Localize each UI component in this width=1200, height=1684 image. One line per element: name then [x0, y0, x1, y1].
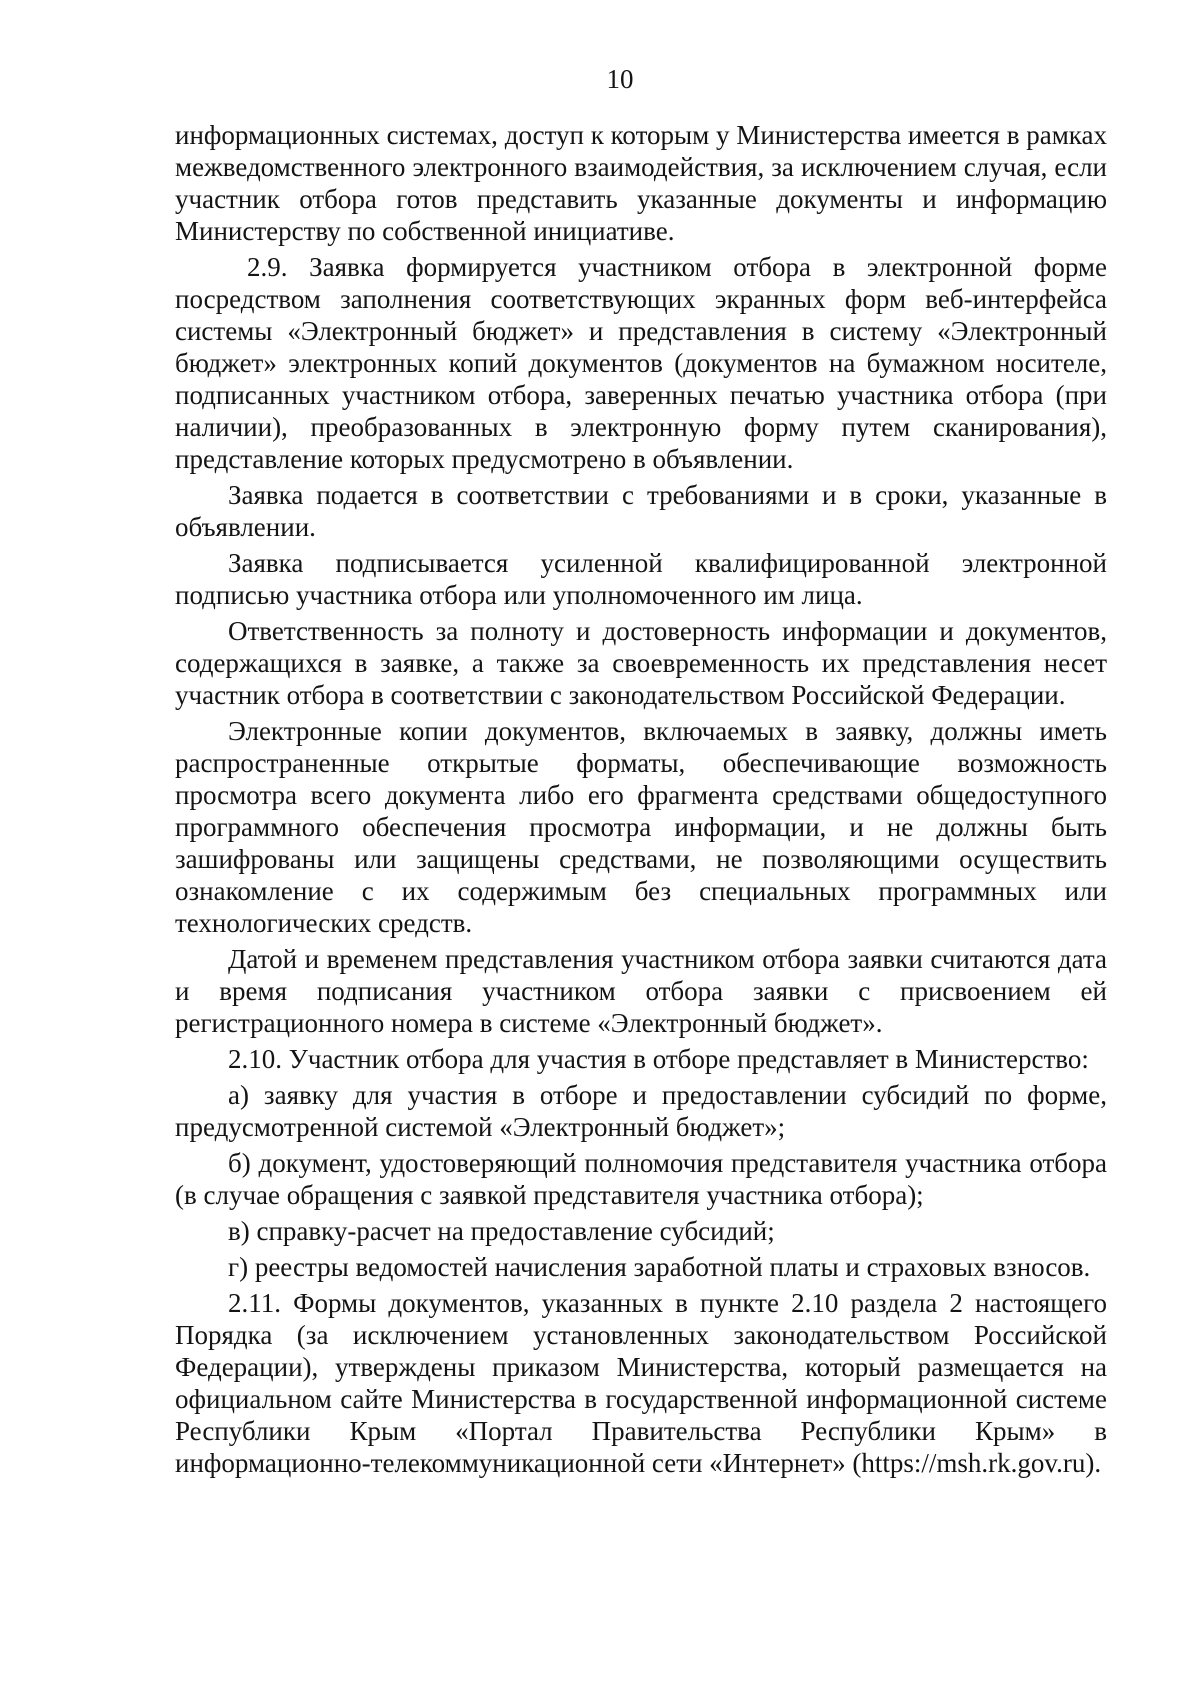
list-item-g: г) реестры ведомостей начисления заработной платы и страховых взносов.	[228, 1252, 1091, 1282]
paragraph-application-signature: Заявка подписывается усиленной квалифицированной электронной подписью участника отбора или уполномоченного им лица.	[175, 548, 1107, 610]
paragraph-2-9: 2.9. Заявка формируется участником отбора в электронной форме посредством заполнения соответствующих экранных форм веб-интерфейса системы «Электронный бюджет» и представления в систему «Электронный бюджет» электронных копий документов (документов на бумажном носителе, подписанных участником отбора, заверенных печатью участника отбора (при наличии), преобразованных в электронную форму путем сканирования), представление которых предусмотрено в объявлении.	[175, 252, 1107, 474]
paragraph-responsibility: Ответственность за полноту и достоверность информации и документов, содержащихся в заявке, а также за своевременность их представления несет участник отбора в соответствии с законодательством Российской Федерации.	[175, 616, 1107, 710]
list-item-a: а) заявку для участия в отборе и предоставлении субсидий по форме, предусмотренной системой «Электронный бюджет»;	[175, 1080, 1107, 1142]
paragraph-electronic-copies: Электронные копии документов, включаемых в заявку, должны иметь распространенные открытые форматы, обеспечивающие возможность просмотра всего документа либо его фрагмента средствами общедоступного программного обеспечения просмотра информации, и не должны быть зашифрованы или защищены средствами, не позволяющими осуществить ознакомление с их содержимым без специальных программных или технологических средств.	[175, 716, 1107, 938]
list-item-v: в) справку-расчет на предоставление субсидий;	[228, 1216, 775, 1246]
paragraph-2-11: 2.11. Формы документов, указанных в пункте 2.10 раздела 2 настоящего Порядка (за исключением установленных законодательством Российской Федерации), утверждены приказом Министерства, который размещается на официальном сайте Министерства в государственной информационной системе Республики Крым «Портал Правительства Республики Крым» в информационно-телекоммуникационной сети «Интернет» (https://msh.rk.gov.ru).	[175, 1288, 1107, 1478]
list-item-b: б) документ, удостоверяющий полномочия представителя участника отбора (в случае обращения с заявкой представителя участника отбора);	[175, 1148, 1107, 1210]
paragraph-submission-date: Датой и временем представления участником отбора заявки считаются дата и время подписания участником отбора заявки с присвоением ей регистрационного номера в системе «Электронный бюджет».	[175, 944, 1107, 1038]
paragraph-2-10: 2.10. Участник отбора для участия в отборе представляет в Министерство:	[228, 1044, 1089, 1074]
document-body	[175, 119, 1107, 1479]
paragraph-continuation: информационных системах, доступ к которым у Министерства имеется в рамках межведомственного электронного взаимодействия, за исключением случая, если участник отбора готов представить указанные документы и информацию Министерству по собственной инициативе.	[175, 120, 1107, 246]
page-number: 10	[606, 64, 634, 94]
paragraph-application-submission: Заявка подается в соответствии с требованиями и в сроки, указанные в объявлении.	[175, 480, 1107, 542]
